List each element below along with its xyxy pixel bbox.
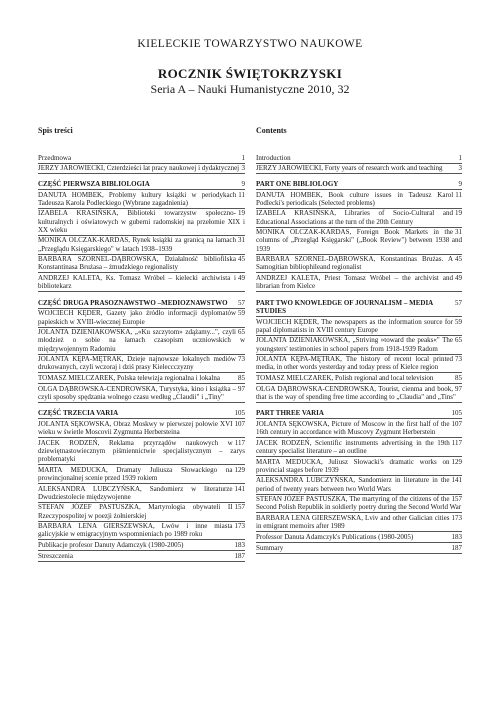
entry-text: JACEK RODZEŃ, Scientific instruments advertising in the 19th century specialist literature – an outline xyxy=(256,438,450,456)
page-number: 65 xyxy=(238,328,245,337)
page-number: 19 xyxy=(455,209,462,218)
entry-text: WOJCIECH KĘDER, The newspapers as the information source for papal diplomatists in XVIII century Europe xyxy=(256,317,453,334)
toc-entry xyxy=(38,384,245,403)
page-number: 59 xyxy=(238,309,245,318)
toc-entry xyxy=(256,336,462,355)
page-number: 73 xyxy=(238,355,245,364)
entry-text: JOLANTA SĘKOWSKA, Obraz Moskwy w pierwszej połowie XVI wieku w świetle Moscovii Zygmunta Herbersteina xyxy=(38,420,233,437)
page-number: 173 xyxy=(234,522,245,531)
toc-entry xyxy=(256,457,462,476)
entry-text: ANDRZEJ KALETA, Ks. Tomasz Wróbel – kielecki archiwista i bibliotekarz xyxy=(38,274,236,291)
entry-text: JOLANTA KĘPA-MĘTRAK, The history of recent local printed media, in other words yesterday and today press of Kielce region xyxy=(256,355,453,372)
page-number: 11 xyxy=(238,190,245,199)
entry-text: TOMASZ MIELCZAREK, Polish regional and local television xyxy=(256,374,434,382)
entry-text: JOLANTA DZIENIAKOWSKA, „Striving »toward the peaks«" The youngsters' testimonies in school papers from 1918-1939 Radom xyxy=(256,336,453,353)
header xyxy=(0,38,500,50)
page-number: 105 xyxy=(451,409,462,418)
toc-entry xyxy=(38,164,245,175)
page-number: 9 xyxy=(241,180,245,189)
page-number: 19 xyxy=(238,209,245,218)
toc-entry xyxy=(256,419,462,438)
entry-text: DANUTA HOMBEK, Problemy kultury książki w periodykach Tadeusza Karola Podleckiego (Wybrane zagadnienia) xyxy=(38,190,237,207)
entry-text: Streszczenia xyxy=(38,551,73,560)
page-number: 1 xyxy=(241,153,245,162)
toc-entry xyxy=(256,355,462,374)
page-number: 187 xyxy=(234,551,245,560)
page-number: 31 xyxy=(238,236,245,245)
entry-text: BARBARA SZORNEL-DĄBROWSKA, Działalność bibliofilska Konstantinasa Brużasa – żmudzkiego regionalisty xyxy=(38,255,236,272)
part-text: CZĘŚĆ DRUGA PRASOZNAWSTWO –MEDIOZNAWSTWO xyxy=(38,298,228,307)
toc-entry xyxy=(256,476,462,495)
entry-text: MONIKA OLCZAK-KARDAS, Rynek książki za granicą na łamach „Przeglądu Księgarskiego" w latach 1938–1939 xyxy=(38,236,236,253)
toc-entry xyxy=(256,153,462,164)
part-text: CZĘŚĆ PIERWSZA BIBLIOLOGIA xyxy=(38,180,150,189)
entry-text: MARTA MEDUCKA, Dramaty Juliusza Słowackiego na prowincjonalnej scenie przed 1939 rokiem xyxy=(38,465,233,482)
toc-entry xyxy=(38,209,245,236)
toc-english xyxy=(256,127,462,554)
page-number: 73 xyxy=(455,355,462,364)
part-heading xyxy=(256,179,462,190)
toc-entry xyxy=(38,273,245,292)
toc-entry xyxy=(256,532,462,543)
toc-entry xyxy=(38,190,245,209)
entry-text: ALEKSANDRA LUBCZYŃSKA, Sandomierz in literature in the period of twenty years between two World Wars xyxy=(256,476,450,493)
page-number: 1 xyxy=(458,153,462,162)
toc-entry xyxy=(256,190,462,209)
entry-text: IZABELA KRASIŃSKA, Libraries of Socio-Cultural and Educational Associations at the turn of the 20th Century xyxy=(256,209,453,226)
page-number: 183 xyxy=(234,541,245,550)
toc-entry xyxy=(256,255,462,274)
toc-entry xyxy=(38,328,245,355)
series-line: Seria A – Nauki Humanistyczne 2010, 32 xyxy=(150,82,350,96)
part-heading xyxy=(256,409,462,420)
part-heading xyxy=(38,298,245,309)
toc-entry xyxy=(38,484,245,503)
page-number: 3 xyxy=(241,164,245,173)
page-number: 85 xyxy=(455,374,462,382)
toc-entry xyxy=(38,465,245,484)
entry-text: ANDRZEJ KALETA, Priest Tomasz Wróbel – the archivist and librarian from Kielce xyxy=(256,274,453,291)
entry-text: BARBARA LENA GIERSZEWSKA, Lviv and other Galician cities in emigrant memoirs after 1989 xyxy=(256,514,450,531)
page-number: 9 xyxy=(458,180,462,189)
entry-text: ALEKSANDRA LUBCZYŃSKA, Sandomierz w literaturze Dwudziestolecie międzywojenne xyxy=(38,484,233,501)
toc-entry xyxy=(256,513,462,532)
entry-text: STEFAN JÓZEF PASTUSZKA, Martyrologia obywateli II Rzeczypospolitej w poezji żołnierskiej xyxy=(38,503,233,520)
page-number: 107 xyxy=(451,420,462,429)
page-number: 85 xyxy=(238,374,245,382)
toc-entry xyxy=(38,255,245,274)
entry-text: IZABELA KRASIŃSKA, Biblioteki towarzystw społeczno-kulturalnych i oświatowych w guberni radomskiej na przełomie XIX i XX wieku xyxy=(38,209,245,234)
page-number: 157 xyxy=(451,495,462,504)
toc-entry xyxy=(256,164,462,175)
entry-text: Summary xyxy=(256,543,284,552)
entry-text: STEFAN JÓZEF PASTUSZKA, The martyring of the citizens of the Second Polish Republik in soldierly poetry during the Second World War xyxy=(256,495,462,512)
page-number: 105 xyxy=(234,409,245,418)
part-text: PART TWO KNOWLEDGE OF JOURNALISM – MEDIA STUDIES xyxy=(256,298,433,315)
page-number: 141 xyxy=(451,476,462,485)
page-number: 117 xyxy=(451,438,462,447)
toc-title: Contents xyxy=(256,126,287,135)
entry-text: OLGA DĄBROWSKA-CENDROWSKA, Turystyka, kino i książka – czyli sposoby spędzania wolnego czasu według „Claudii" i „Tiny" xyxy=(38,384,236,401)
toc-entry xyxy=(38,309,245,328)
part-heading xyxy=(256,298,462,317)
entry-text: MONIKA OLCZAK-KARDAS, Foreign Book Markets in the columns of „Przegląd Księgarski" („Book Review") between 1938 and 1939 xyxy=(256,228,462,253)
toc-entry xyxy=(38,438,245,465)
entry-text: JOLANTA DZIENIAKOWSKA, „«Ku szczytom» zdążamy...", czyli młodzież o sobie na łamach czasopism uczniowskich w międzywojennym Radomiu xyxy=(38,328,245,353)
toc-entry xyxy=(256,273,462,292)
page-number: 97 xyxy=(455,384,462,393)
entry-text: OLGA DĄBROWSKA-CENDROWSKA, Tourist, cienma and book, that is the way of spending free time according to „Claudia" and „Tins" xyxy=(256,384,456,401)
part-heading xyxy=(38,179,245,190)
toc-entry xyxy=(256,373,462,384)
toc-entry xyxy=(256,438,462,457)
toc-entry xyxy=(256,317,462,336)
entry-text: BARBARA LENA GIERSZEWSKA, Lwów i inne miasta galicyjskie w emigracyjnym wspomnieniach po 1989 roku xyxy=(38,522,233,539)
entry-text: WOJCIECH KĘDER, Gazety jako źródło informacji dyplomatów papieskich w XVIII-wiecznej Europie xyxy=(38,309,236,326)
toc-entry xyxy=(38,522,245,541)
toc-entry xyxy=(256,495,462,514)
page-number: 173 xyxy=(451,514,462,523)
entry-text: Introduction xyxy=(256,153,291,162)
page-number: 57 xyxy=(238,298,245,307)
toc-entry xyxy=(38,153,245,164)
toc-entry xyxy=(38,540,245,551)
page-number: 45 xyxy=(238,255,245,264)
page-number: 183 xyxy=(451,532,462,541)
page-number: 3 xyxy=(458,164,462,173)
entry-text: JACEK RODZEŃ, Reklama przyrządów naukowych w dziewiętnastowiecznym piśmiennictwie specjalistycznym – zarys problematyki xyxy=(38,438,245,464)
toc-entry xyxy=(38,236,245,255)
entry-text: BARBARA SZORNEL-DĄBROWSKA, Konstantinas Brużas. A Samogitian bibliophileand regionalist xyxy=(256,255,453,272)
page-number: 141 xyxy=(234,484,245,493)
toc-entry xyxy=(256,228,462,255)
page-number: 11 xyxy=(455,190,462,199)
entry-text: Professor Danuta Adamczyk's Publications (1980-2005) xyxy=(256,532,414,541)
toc-entry xyxy=(38,419,245,438)
part-text: CZĘŚĆ TRZECIA VARIA xyxy=(38,409,119,418)
page-number: 45 xyxy=(455,255,462,264)
page-number: 57 xyxy=(455,298,462,307)
part-text: PART THREE VARIA xyxy=(256,409,324,418)
part-heading xyxy=(38,409,245,420)
society-name: KIELECKIE TOWARZYSTWO NAUKOWE xyxy=(137,38,363,50)
entry-text: Przedmowa xyxy=(38,153,72,162)
entry-text: DANUTA HOMBEK, Book culture issues in Tadeusz Karol Podlecki's periodicals (Selected problems) xyxy=(256,190,454,207)
toc-polish xyxy=(38,127,245,562)
entry-text: MARTA MEDUCKA, Juliusz Słowacki's dramatic works on provincial stages before 1939 xyxy=(256,457,450,474)
page-number: 129 xyxy=(234,465,245,474)
page-number: 49 xyxy=(455,274,462,283)
page-number: 117 xyxy=(234,438,245,447)
page-number: 31 xyxy=(455,228,462,237)
toc-entry xyxy=(256,384,462,403)
entry-text: JOLANTA SĘKOWSKA, Picture of Moscow in the first half of the 16th century in accordance with Muscovy Zygmunt Herberstein xyxy=(256,420,450,437)
page-number: 107 xyxy=(234,420,245,429)
page-number: 97 xyxy=(238,384,245,393)
page-number: 157 xyxy=(234,503,245,512)
entry-text: JERZY JAROWIECKI, Forty years of research work and teaching xyxy=(256,164,443,173)
toc-entry xyxy=(256,209,462,228)
page-number: 129 xyxy=(451,457,462,466)
toc-entry xyxy=(38,551,245,562)
toc-entry xyxy=(256,543,462,554)
toc-entry xyxy=(38,503,245,522)
entry-text: JOLANTA KĘPA-MĘTRAK, Dzieje najnowsze lokalnych mediów drukowanych, czyli wczoraj i dziś prasy Kieleccczyzny xyxy=(38,355,236,372)
toc-entry xyxy=(38,355,245,374)
journal-title: ROCZNIK ŚWIĘTOKRZYSKI xyxy=(157,66,343,81)
entry-text: TOMASZ MIELCZAREK, Polska telewizja regionalna i lokalna xyxy=(38,374,221,382)
page-number: 49 xyxy=(238,274,245,283)
entry-text: JERZY JAROWIECKI, Czterdzieści lat pracy naukowej i dydaktycznej xyxy=(38,164,240,173)
part-text: PART ONE BIBLIOLOGY xyxy=(256,180,339,189)
entry-text: Publikacje profesor Danuty Adamczyk (1980-2005) xyxy=(38,541,184,550)
page-number: 59 xyxy=(455,317,462,326)
toc-entry xyxy=(38,373,245,384)
page-number: 65 xyxy=(455,336,462,345)
page-number: 187 xyxy=(451,543,462,552)
toc-title: Spis treści xyxy=(38,126,73,135)
